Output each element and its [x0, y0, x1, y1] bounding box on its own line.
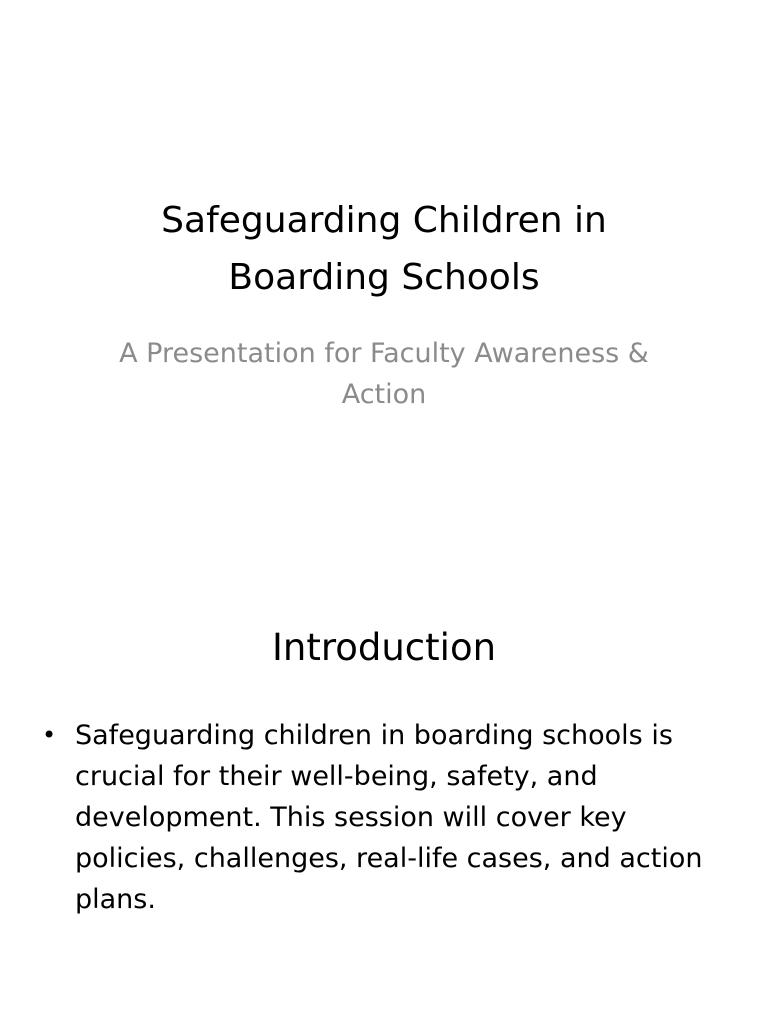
bullet-text: Safeguarding children in boarding schools is crucial for their well-being, safety, and development. This session will cover key policies, challenges, real-life cases, and action plans.: [75, 720, 703, 915]
presentation-title: Safeguarding Children in Boarding Schools: [161, 200, 607, 298]
bullet-item: [38, 715, 728, 920]
bullet-dot-icon: •: [42, 721, 57, 749]
slide-heading: Introduction: [271, 626, 497, 669]
introduction-slide: [0, 512, 768, 1024]
bullet-list: [38, 715, 728, 920]
presentation-subtitle: A Presentation for Faculty Awareness & Action: [119, 338, 649, 410]
